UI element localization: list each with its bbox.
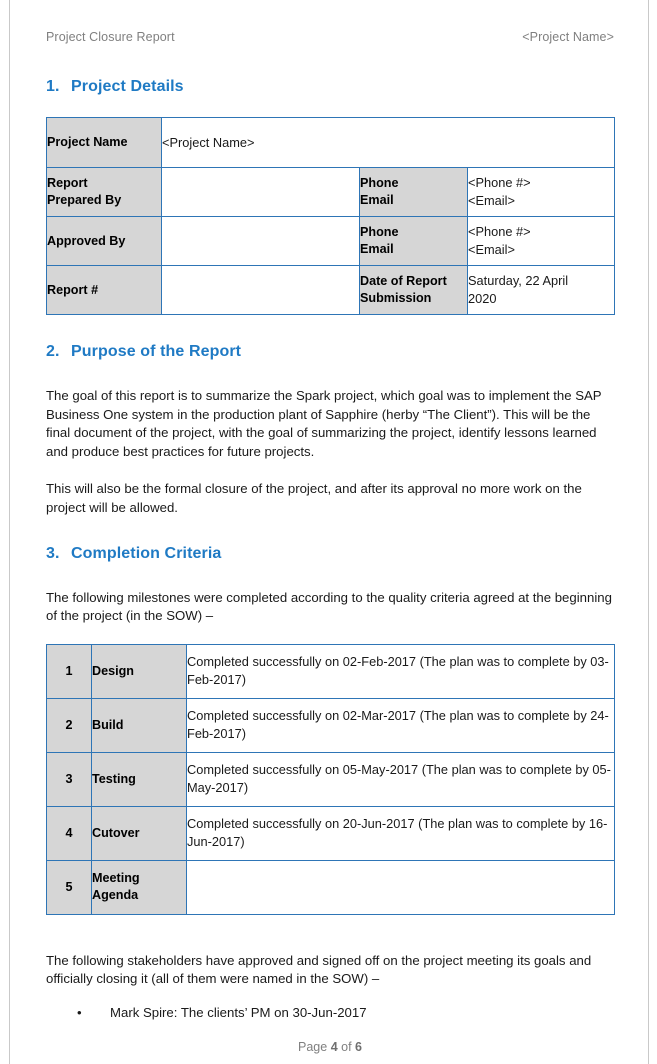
cell-report-number-label: Report #	[47, 266, 162, 315]
milestone-number: 2	[47, 698, 92, 752]
page-content	[46, 30, 614, 1023]
contact-label-phone: Phone	[360, 225, 399, 239]
date-label-line-2: Submission	[360, 291, 432, 305]
cell-report-prepared-by-value[interactable]	[162, 168, 360, 217]
milestone-number: 5	[47, 860, 92, 914]
footer-page-word: Page	[298, 1040, 328, 1054]
contact-label-email: Email	[360, 242, 394, 256]
bullet-icon: •	[77, 1004, 82, 1020]
header-project-name: <Project Name>	[522, 30, 614, 44]
contact-value-email: <Email>	[468, 242, 515, 257]
milestone-number: 4	[47, 806, 92, 860]
cell-submission-date-label	[360, 266, 468, 315]
cell-approved-by-label: Approved By	[47, 217, 162, 266]
footer-of-word: of	[341, 1040, 352, 1054]
table-row	[47, 860, 615, 914]
milestone-number: 3	[47, 752, 92, 806]
section-number: 3.	[46, 544, 60, 562]
label-line-2: Prepared By	[47, 193, 122, 207]
table-row	[47, 698, 615, 752]
contact-value-phone: <Phone #>	[468, 175, 531, 190]
cell-report-prepared-by-label	[47, 168, 162, 217]
milestones-table	[46, 644, 615, 915]
date-value-line-1: Saturday, 22 April	[468, 273, 569, 288]
milestone-name-line-1: Meeting	[92, 871, 140, 886]
cell-prepared-contact-value[interactable]	[468, 168, 615, 217]
milestone-name-line-2: Agenda	[92, 888, 139, 903]
cell-approved-by-value[interactable]	[162, 217, 360, 266]
stakeholders-intro: The following stakeholders have approved and signed off on the project meeting its goals and officially closing it (all of them were named in the SOW) –	[46, 952, 592, 987]
section-heading-completion-criteria	[46, 545, 614, 563]
cell-submission-date-value[interactable]	[468, 266, 615, 315]
date-value-line-2: 2020	[468, 291, 497, 306]
contact-label-email: Email	[360, 193, 394, 207]
cell-prepared-contact-label	[360, 168, 468, 217]
project-details-table	[46, 117, 615, 315]
completion-criteria-intro: The following milestones were completed according to the quality criteria agreed at the beginning of the project (in the SOW) –	[46, 589, 612, 624]
table-row	[47, 806, 615, 860]
footer-total-pages: 6	[355, 1040, 362, 1054]
milestone-description[interactable]: Completed successfully on 20-Jun-2017 (The plan was to complete by 16-Jun-2017)	[187, 806, 615, 860]
stakeholder-text: Mark Spire: The clients’ PM on 30-Jun-2017	[110, 1004, 367, 1020]
section-heading-project-details	[46, 78, 614, 96]
label-line-1: Report	[47, 176, 88, 190]
stakeholders-list	[46, 1004, 614, 1023]
milestone-description[interactable]: Completed successfully on 02-Mar-2017 (The plan was to complete by 24-Feb-2017)	[187, 698, 615, 752]
section-title: Purpose of the Report	[71, 343, 242, 360]
milestone-name: Design	[92, 644, 187, 698]
cell-project-name-value[interactable]: <Project Name>	[162, 118, 615, 168]
section-number: 1.	[46, 78, 60, 95]
contact-value-phone: <Phone #>	[468, 224, 531, 239]
footer-page-number: 4	[330, 1040, 338, 1054]
milestone-description[interactable]: Completed successfully on 02-Feb-2017 (The plan was to complete by 03-Feb-2017)	[187, 644, 615, 698]
section-title: Project Details	[71, 78, 184, 95]
table-row	[47, 168, 615, 217]
contact-value-email: <Email>	[468, 193, 515, 208]
table-row	[47, 266, 615, 315]
cell-approved-contact-value[interactable]	[468, 217, 615, 266]
cell-approved-contact-label	[360, 217, 468, 266]
milestone-name	[92, 860, 187, 914]
cell-report-number-value[interactable]	[162, 266, 360, 315]
cell-project-name-label: Project Name	[47, 118, 162, 168]
milestone-number: 1	[47, 644, 92, 698]
table-row	[47, 644, 615, 698]
contact-label-phone: Phone	[360, 176, 399, 190]
date-label-line-1: Date of Report	[360, 274, 447, 288]
purpose-paragraph-2: This will also be the formal closure of the project, and after its approval no more work on the project will be allowed.	[46, 481, 582, 515]
page-footer	[10, 1040, 650, 1054]
header-document-title: Project Closure Report	[46, 30, 175, 44]
section-number: 2.	[46, 343, 60, 360]
table-row	[47, 752, 615, 806]
section-heading-purpose	[46, 343, 614, 361]
list-item	[46, 1004, 614, 1023]
milestone-name: Build	[92, 698, 187, 752]
purpose-paragraph-1: The goal of this report is to summarize the Spark project, which goal was to implement the SAP Business One system in the production plant of Sapphire (herby “The Client”). This will be the final document of the project, with the goal of summarizing the project, identify lessons learned and produce best practices for future projects.	[46, 388, 602, 459]
table-row	[47, 217, 615, 266]
table-row	[47, 118, 615, 168]
running-header	[46, 30, 614, 48]
milestone-name: Testing	[92, 752, 187, 806]
document-page	[9, 0, 649, 1064]
milestone-description[interactable]: Completed successfully on 05-May-2017 (The plan was to complete by 05-May-2017)	[187, 752, 615, 806]
milestone-description[interactable]	[187, 860, 615, 914]
section-title: Completion Criteria	[71, 544, 222, 562]
milestone-name: Cutover	[92, 806, 187, 860]
